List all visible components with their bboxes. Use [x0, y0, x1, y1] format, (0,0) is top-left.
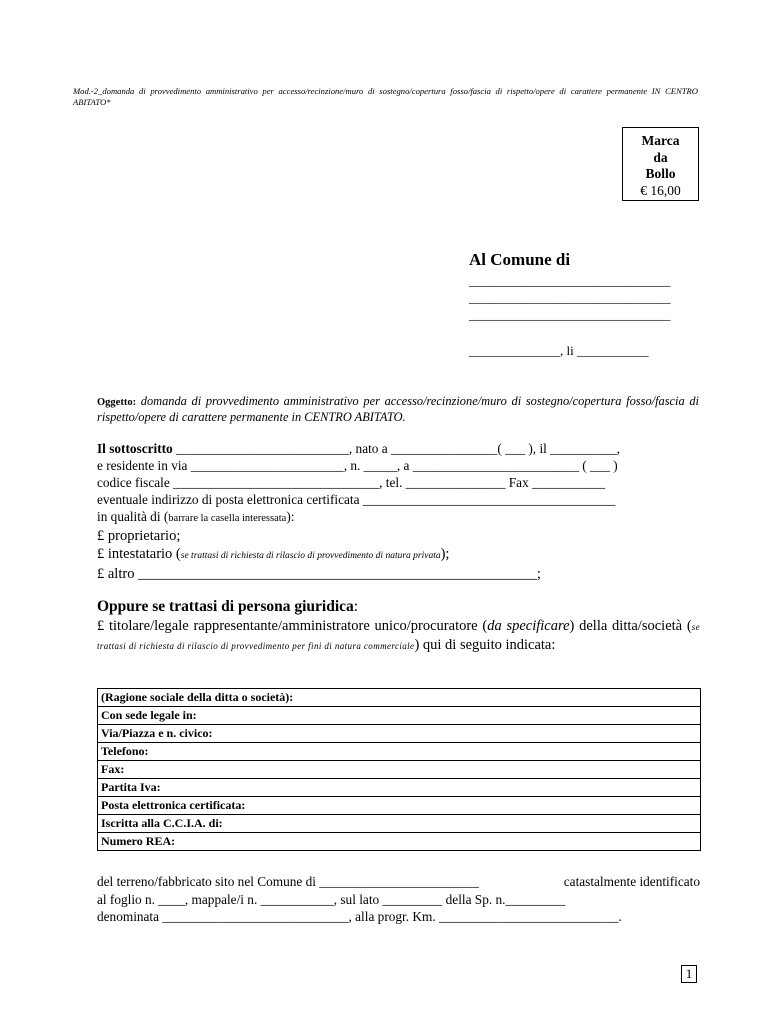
recipient-title: Al Comune di	[469, 250, 571, 269]
header-note: Mod.-2_domanda di provvedimento amministrativo per accesso/recinzione/muro di sostegno/copertura fosso/fascia di rispetto/opere di carattere permanente IN CENTRO ABITATO*	[73, 86, 698, 107]
declarant-label: Il sottoscritto	[97, 441, 173, 456]
recipient-blank-2[interactable]: _______________________________	[469, 290, 671, 305]
capacity-colon: ):	[286, 509, 295, 524]
declarant-line-3[interactable]	[97, 474, 700, 491]
subject-text: domanda di provvedimento amministrativo per accesso/recinzione/muro di sostegno/copertura fosso/fascia di rispetto/opere di carattere permanente in CENTRO ABITATO.	[97, 394, 699, 424]
firm-phone[interactable]: Telefono:	[98, 743, 701, 761]
firm-pec[interactable]: Posta elettronica certificata:	[98, 797, 701, 815]
firm-fax[interactable]: Fax:	[98, 761, 701, 779]
table-row[interactable]	[98, 725, 701, 743]
property-road-km[interactable]: denominata ____________________________, alla progr. Km. ___________________________.	[97, 909, 622, 924]
declarant-line-1[interactable]	[97, 440, 700, 457]
table-row[interactable]	[98, 815, 701, 833]
firm-chamber[interactable]: Iscritta alla C.C.I.A. di:	[98, 815, 701, 833]
declarant-name-birth[interactable]: __________________________, nato a ________________( ___ ), il __________,	[176, 441, 620, 456]
capacity-line	[97, 508, 700, 527]
firm-street[interactable]: Via/Piazza e n. civico:	[98, 725, 701, 743]
stamp-line-1: Marca	[641, 133, 680, 148]
legal-entity-title-text: Oppure se trattasi di persona giuridica	[97, 598, 354, 615]
property-line-3[interactable]	[97, 908, 700, 926]
property-paragraph	[97, 873, 700, 926]
legal-entity-title-colon: :	[353, 598, 359, 615]
pec-address-field[interactable]: eventuale indirizzo di posta elettronica certificata ______________________________________	[97, 492, 616, 507]
table-row[interactable]	[98, 797, 701, 815]
residence-field[interactable]: e residente in via _______________________, n. _____, a _________________________ ( ___ )	[97, 458, 618, 473]
firm-details-table	[97, 688, 701, 851]
legal-entity-title	[97, 598, 358, 616]
legal-entity-text-2: ) della ditta/società (	[569, 618, 692, 634]
capacity-label: in qualità di (	[97, 509, 169, 524]
place-date-line[interactable]: ______________, li ___________	[469, 343, 649, 358]
property-sheet-parcel[interactable]: al foglio n. ____, mappale/i n. ___________, sul lato _________ della Sp. n._________	[97, 891, 566, 907]
recipient-blank-lines	[469, 272, 694, 323]
table-row[interactable]	[98, 743, 701, 761]
capacity-hint: barrare la casella interessata	[168, 513, 287, 524]
firm-rea[interactable]: Numero REA:	[98, 833, 701, 851]
table-row[interactable]	[98, 689, 701, 707]
table-row[interactable]	[98, 707, 701, 725]
property-cadastral: catastalmente identificato	[563, 874, 700, 889]
firm-registered-office[interactable]: Con sede legale in:	[98, 707, 701, 725]
stamp-box	[622, 127, 699, 201]
table-row[interactable]	[98, 761, 701, 779]
table-row[interactable]	[98, 779, 701, 797]
legal-entity-text-1: £ titolare/legale rappresentante/amministratore unico/procuratore (	[97, 618, 488, 634]
recipient-blank-3[interactable]: _______________________________	[469, 307, 671, 322]
option-owner[interactable]: £ proprietario;	[97, 528, 181, 544]
legal-entity-text-3: ) qui di seguito indicata:	[414, 637, 556, 653]
option-holder-note: se trattasi di richiesta di rilascio di provvedimento di natura privata	[180, 551, 441, 561]
property-municipality[interactable]: del terreno/fabbricato sito nel Comune di ________________________	[97, 874, 479, 889]
option-holder[interactable]	[97, 545, 700, 565]
recipient-blank-1[interactable]: _______________________________	[469, 273, 671, 288]
declarant-line-4[interactable]	[97, 491, 700, 508]
stamp-line-3: Bollo	[645, 166, 676, 181]
option-holder-end: );	[440, 546, 450, 562]
tax-code-phone-fax[interactable]: codice fiscale _______________________________, tel. _______________ Fax ___________	[97, 475, 606, 490]
subject-label: Oggetto:	[97, 397, 137, 408]
page-number: 1	[681, 965, 697, 983]
declarant-line-2[interactable]	[97, 457, 700, 474]
option-other[interactable]: £ altro _______________________________________________________;	[97, 566, 541, 582]
stamp-line-2: da	[653, 149, 668, 165]
subject-paragraph	[97, 394, 699, 425]
legal-entity-specify: da specificare	[487, 618, 570, 634]
property-line-2[interactable]	[97, 891, 700, 909]
declarant-block	[97, 440, 700, 583]
stamp-amount: € 16,00	[640, 182, 681, 198]
option-holder-label: £ intestatario (	[97, 546, 181, 562]
legal-entity-note: se trattasi di richiesta di rilascio di provvedimento per fini di natura commerciale	[97, 622, 700, 651]
firm-vat[interactable]: Partita Iva:	[98, 779, 701, 797]
legal-entity-paragraph[interactable]	[97, 617, 700, 655]
property-line-1[interactable]	[97, 873, 700, 891]
firm-company-name[interactable]: (Ragione sociale della ditta o società):	[98, 689, 701, 707]
table-row[interactable]	[98, 833, 701, 851]
